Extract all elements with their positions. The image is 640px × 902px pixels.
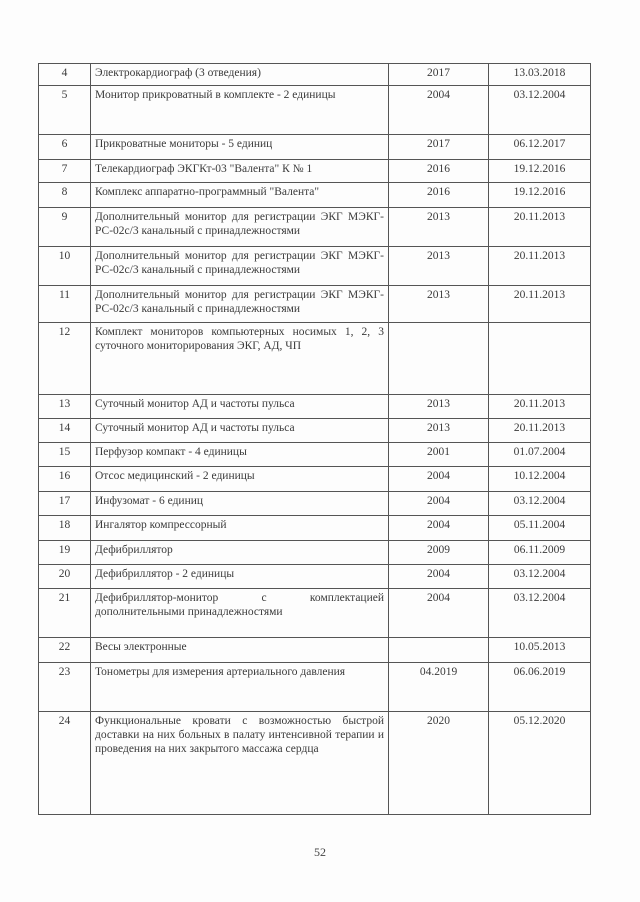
commissioning-date: 03.12.2004 <box>489 589 591 638</box>
commissioning-date: 19.12.2016 <box>489 183 591 208</box>
table-row <box>39 443 591 467</box>
equipment-name: Функциональные кровати с возможностью быстрой доставки на них больных в палату интенсивной терапии и проведения на них закрытого массажа сердца <box>91 712 389 815</box>
commissioning-date: 20.11.2013 <box>489 395 591 419</box>
commissioning-date: 20.11.2013 <box>489 419 591 443</box>
row-number: 8 <box>39 183 91 208</box>
row-number: 24 <box>39 712 91 815</box>
year-of-manufacture: 2004 <box>389 467 489 492</box>
commissioning-date: 06.12.2017 <box>489 135 591 160</box>
year-of-manufacture: 2004 <box>389 589 489 638</box>
row-number: 6 <box>39 135 91 160</box>
year-of-manufacture: 2013 <box>389 286 489 323</box>
commissioning-date: 20.11.2013 <box>489 208 591 247</box>
table-row <box>39 247 591 286</box>
equipment-name: Дефибриллятор-монитор с комплектацией дополнительными принадлежностями <box>91 589 389 638</box>
equipment-name: Комплект мониторов компьютерных носимых 1, 2, 3 суточного мониторирования ЭКГ, АД, ЧП <box>91 323 389 395</box>
table-row <box>39 183 591 208</box>
table-row <box>39 565 591 589</box>
row-number: 5 <box>39 86 91 135</box>
equipment-name: Перфузор компакт - 4 единицы <box>91 443 389 467</box>
page-number: 52 <box>314 845 326 859</box>
commissioning-date: 13.03.2018 <box>489 64 591 86</box>
table-row <box>39 208 591 247</box>
year-of-manufacture: 2013 <box>389 395 489 419</box>
equipment-name: Тонометры для измерения артериального давления <box>91 663 389 712</box>
equipment-name: Прикроватные мониторы - 5 единиц <box>91 135 389 160</box>
equipment-name: Дефибриллятор - 2 единицы <box>91 565 389 589</box>
table-row <box>39 589 591 638</box>
row-number: 15 <box>39 443 91 467</box>
year-of-manufacture: 04.2019 <box>389 663 489 712</box>
row-number: 20 <box>39 565 91 589</box>
row-number: 11 <box>39 286 91 323</box>
year-of-manufacture: 2017 <box>389 64 489 86</box>
equipment-name: Суточный монитор АД и частоты пульса <box>91 419 389 443</box>
year-of-manufacture: 2016 <box>389 183 489 208</box>
equipment-name: Комплекс аппаратно-программный "Валента" <box>91 183 389 208</box>
equipment-name: Дополнительный монитор для регистрации ЭКГ МЭКГ-РС-02с/3 канальный с принадлежностями <box>91 208 389 247</box>
row-number: 21 <box>39 589 91 638</box>
table-row <box>39 712 591 815</box>
equipment-table <box>38 63 591 815</box>
commissioning-date: 10.05.2013 <box>489 638 591 663</box>
year-of-manufacture: 2009 <box>389 541 489 565</box>
row-number: 13 <box>39 395 91 419</box>
row-number: 18 <box>39 516 91 541</box>
table-row <box>39 663 591 712</box>
commissioning-date: 05.12.2020 <box>489 712 591 815</box>
row-number: 10 <box>39 247 91 286</box>
year-of-manufacture: 2013 <box>389 247 489 286</box>
commissioning-date: 20.11.2013 <box>489 247 591 286</box>
table-row <box>39 541 591 565</box>
row-number: 9 <box>39 208 91 247</box>
table-row <box>39 86 591 135</box>
table-row <box>39 395 591 419</box>
commissioning-date: 03.12.2004 <box>489 565 591 589</box>
row-number: 19 <box>39 541 91 565</box>
commissioning-date: 03.12.2004 <box>489 86 591 135</box>
table-row <box>39 516 591 541</box>
table-row <box>39 492 591 516</box>
year-of-manufacture <box>389 638 489 663</box>
row-number: 17 <box>39 492 91 516</box>
commissioning-date: 20.11.2013 <box>489 286 591 323</box>
row-number: 23 <box>39 663 91 712</box>
row-number: 7 <box>39 160 91 183</box>
year-of-manufacture: 2004 <box>389 565 489 589</box>
row-number: 14 <box>39 419 91 443</box>
equipment-name: Ингалятор компрессорный <box>91 516 389 541</box>
equipment-name: Инфузомат - 6 единиц <box>91 492 389 516</box>
year-of-manufacture: 2013 <box>389 419 489 443</box>
year-of-manufacture <box>389 323 489 395</box>
equipment-name: Монитор прикроватный в комплекте - 2 единицы <box>91 86 389 135</box>
year-of-manufacture: 2013 <box>389 208 489 247</box>
commissioning-date <box>489 323 591 395</box>
commissioning-date: 01.07.2004 <box>489 443 591 467</box>
row-number: 12 <box>39 323 91 395</box>
commissioning-date: 19.12.2016 <box>489 160 591 183</box>
commissioning-date: 06.11.2009 <box>489 541 591 565</box>
year-of-manufacture: 2004 <box>389 516 489 541</box>
commissioning-date: 10.12.2004 <box>489 467 591 492</box>
year-of-manufacture: 2001 <box>389 443 489 467</box>
commissioning-date: 05.11.2004 <box>489 516 591 541</box>
table-row <box>39 64 591 86</box>
year-of-manufacture: 2004 <box>389 492 489 516</box>
table-row <box>39 323 591 395</box>
equipment-name: Электрокардиограф (3 отведения) <box>91 64 389 86</box>
equipment-name: Дополнительный монитор для регистрации ЭКГ МЭКГ-РС-02с/3 канальный с принадлежностями <box>91 247 389 286</box>
table-row <box>39 135 591 160</box>
table-row <box>39 160 591 183</box>
equipment-name: Телекардиограф ЭКГКт-03 "Валента" К № 1 <box>91 160 389 183</box>
year-of-manufacture: 2017 <box>389 135 489 160</box>
year-of-manufacture: 2016 <box>389 160 489 183</box>
year-of-manufacture: 2020 <box>389 712 489 815</box>
table-row <box>39 286 591 323</box>
equipment-name: Отсос медицинский - 2 единицы <box>91 467 389 492</box>
table-row <box>39 638 591 663</box>
row-number: 16 <box>39 467 91 492</box>
table-row <box>39 467 591 492</box>
row-number: 4 <box>39 64 91 86</box>
table-row <box>39 419 591 443</box>
row-number: 22 <box>39 638 91 663</box>
commissioning-date: 06.06.2019 <box>489 663 591 712</box>
equipment-name: Весы электронные <box>91 638 389 663</box>
year-of-manufacture: 2004 <box>389 86 489 135</box>
commissioning-date: 03.12.2004 <box>489 492 591 516</box>
equipment-name: Дополнительный монитор для регистрации ЭКГ МЭКГ-РС-02с/3 канальный с принадлежностями <box>91 286 389 323</box>
equipment-name: Дефибриллятор <box>91 541 389 565</box>
equipment-name: Суточный монитор АД и частоты пульса <box>91 395 389 419</box>
